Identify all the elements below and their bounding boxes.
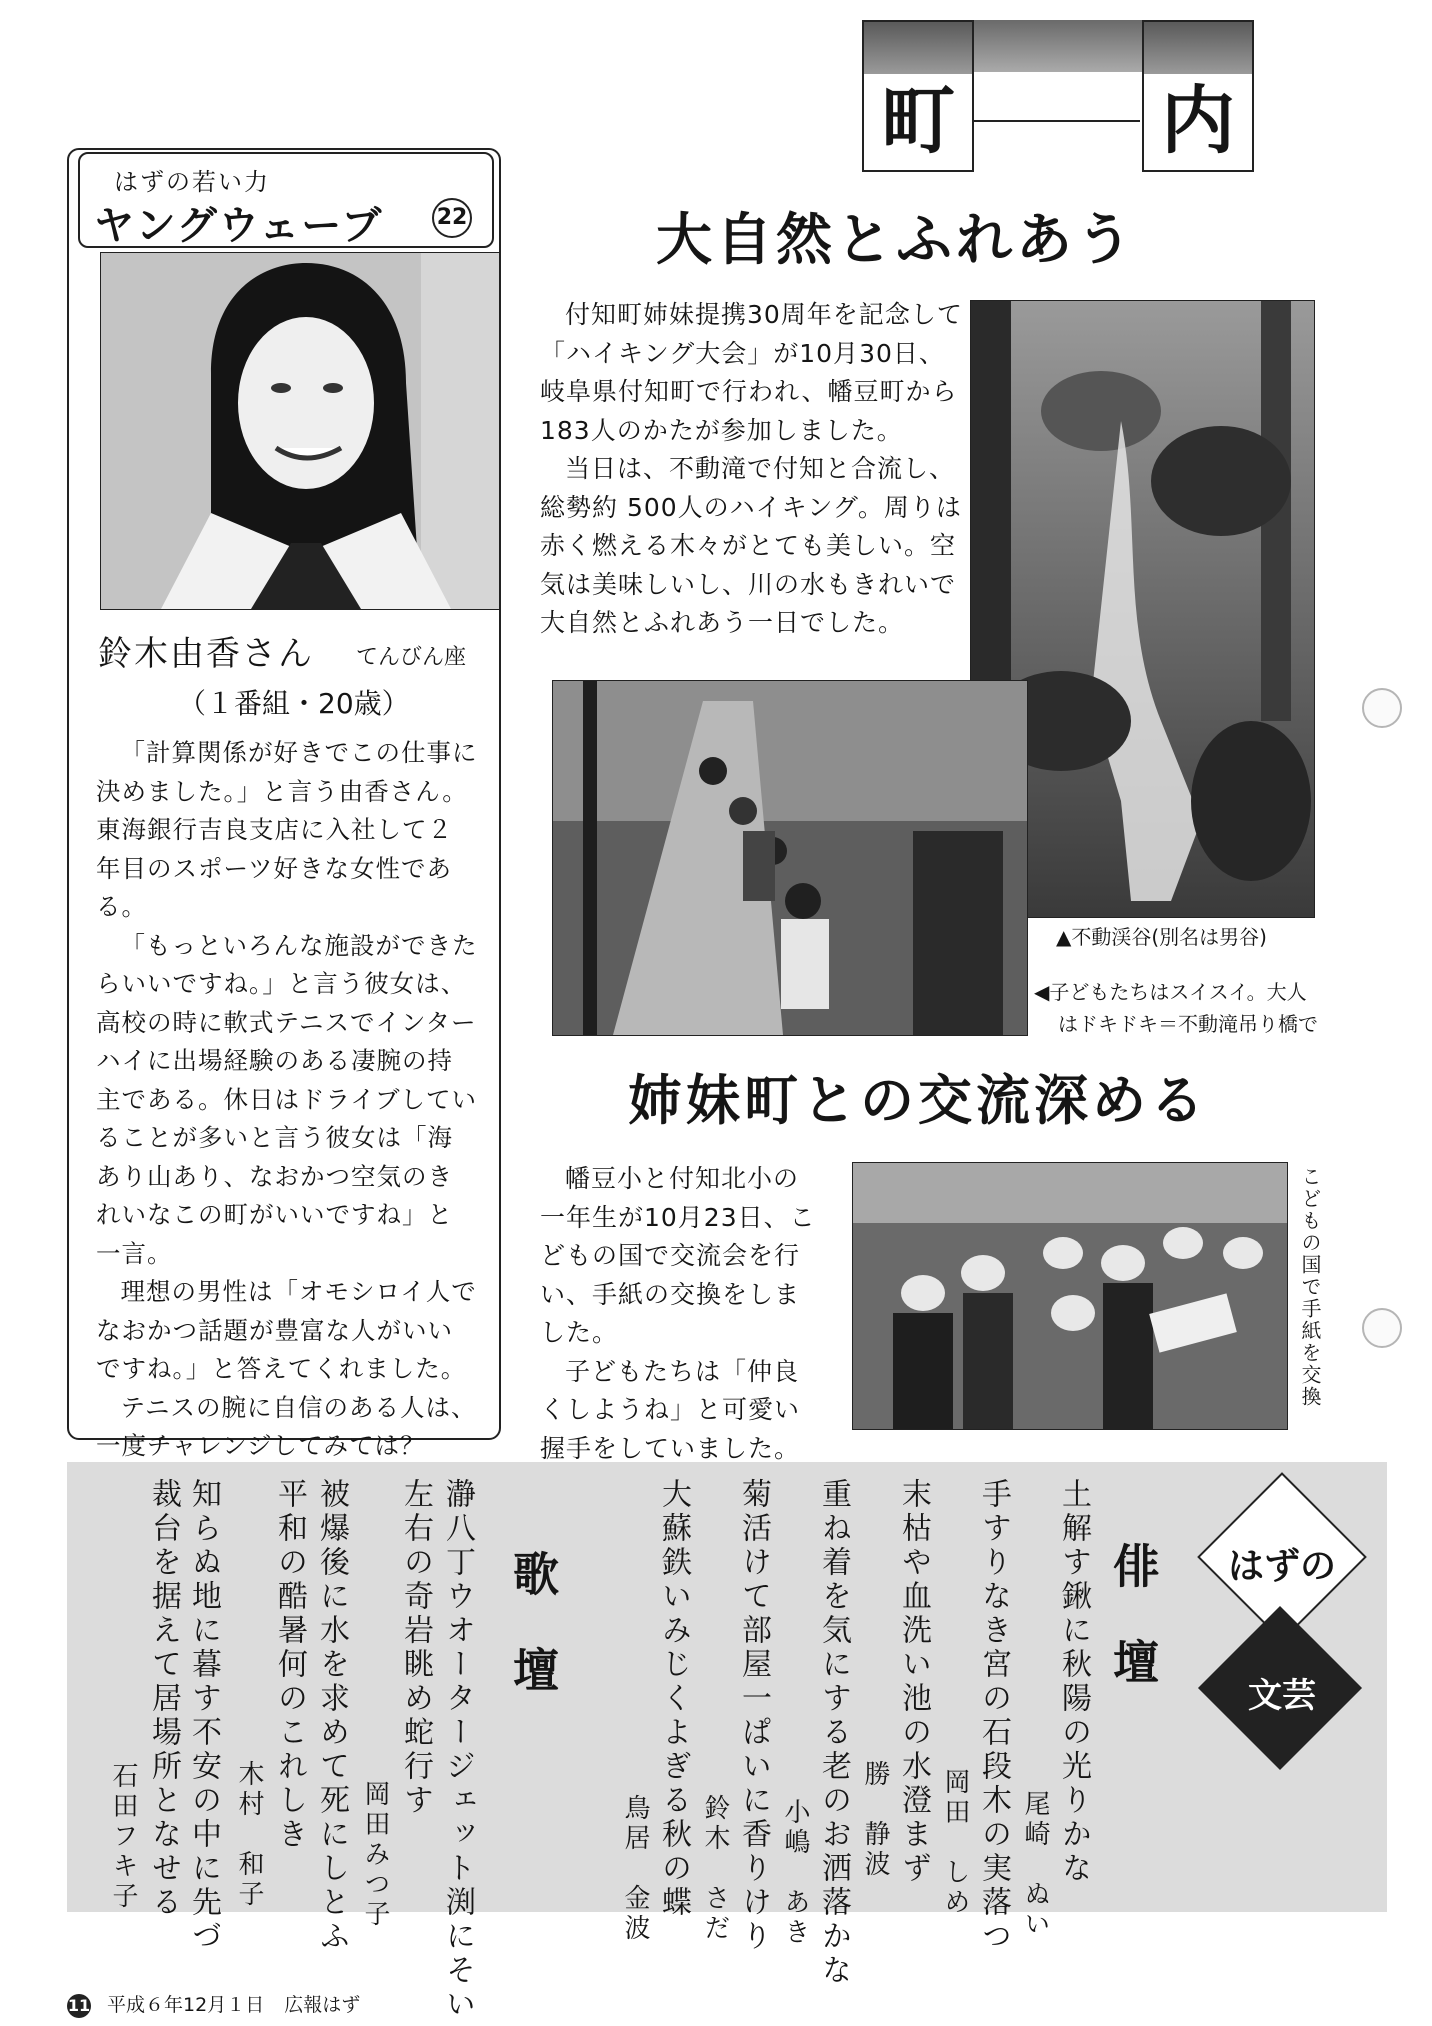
haiku-1-text: 土解す鍬に秋陽の光りかな xyxy=(1056,1478,1091,1886)
haiku-1-author: 尾崎 ぬい xyxy=(1020,1790,1050,1940)
letter-exchange-photo xyxy=(852,1162,1288,1430)
profile-paragraph-2: 「もっといろんな施設ができたらいいですね。」と言う彼女は、高校の時に軟式テニスでインターハイに出場経験のある凄腕の持主である。休日はドライブしていることが多いと言う彼女は「海あり山あり、なおかつ空気のきれいなこの町がいいですね」と一言。 xyxy=(96,930,478,1268)
tanka-2-line2: 平和の酷暑何のこれしき xyxy=(272,1478,307,1852)
waterfall-caption: ▲不動渓谷(別名は男谷) xyxy=(1056,925,1267,949)
haiku-6-text: 大蘇鉄いみじくよぎる秋の蝶 xyxy=(656,1478,691,1920)
portrait-photo xyxy=(100,252,500,610)
young-wave-title-tab xyxy=(78,152,494,248)
profile-title: ヤングウェーブ xyxy=(94,203,384,249)
binder-hole-top xyxy=(1362,688,1402,728)
article1-paragraph-2: 当日は、不動滝で付知と合流し、総勢約 500人のハイキング。周りは赤く燃える木々がとても美しい。空気は美味しいし、川の水もきれいで大自然とふれあう一日でした。 xyxy=(540,454,962,637)
profile-paragraph-4: テニスの腕に自信のある人は、一度チャレンジしてみては？ xyxy=(96,1392,477,1460)
header-tab-town-label: 町 xyxy=(881,78,955,164)
article1-headline: 大自然とふれあう xyxy=(656,208,1136,273)
article2-paragraph-1: 幡豆小と付知北小の一年生が10月23日、こどもの国で交流会を行い、手紙の交換をしました。 xyxy=(540,1164,816,1347)
article2-body xyxy=(540,1160,824,1468)
tanka-3-author: 石田フキ子 xyxy=(108,1762,138,1912)
header-tab-inside xyxy=(1142,20,1254,172)
haiku-3-author: 勝 静波 xyxy=(860,1760,890,1880)
tanka-1-line2: 左右の奇岩眺め蛇行す xyxy=(398,1478,433,1818)
haidan-heading: 俳壇 xyxy=(1106,1542,1160,1734)
haiku-4-author: 小嶋 あき xyxy=(780,1798,810,1948)
bridge-caption-line1: ◀子どもたちはスイスイ。大人 xyxy=(1034,980,1307,1004)
page-number: 11 xyxy=(67,1994,91,2018)
binder-hole-bottom xyxy=(1362,1308,1402,1348)
badge-label-top: はずの xyxy=(1227,1546,1336,1587)
article1-paragraph-1: 付知町姉妹提携30周年を記念して「ハイキング大会」が10月30日、岐阜県付知町で行われ、幡豆町から 183人のかたが参加しました。 xyxy=(540,300,963,445)
profile-body xyxy=(96,734,478,1466)
article2-headline: 姉妹町との交流深める xyxy=(628,1069,1208,1132)
article1-body xyxy=(540,296,970,643)
haiku-3-text: 末枯や血洗い池の水澄まず xyxy=(896,1478,931,1886)
tanka-2-author: 木村 和子 xyxy=(234,1760,264,1910)
tanka-1-line1: 瀞八丁ウオータージェット渕にそい xyxy=(440,1478,475,2022)
haiku-4-text: 重ね着を気にする老のお洒落かな xyxy=(816,1478,851,1988)
profile-number-badge: 22 xyxy=(432,198,472,238)
profile-name: 鈴木由香さん xyxy=(98,634,314,674)
header-divider xyxy=(972,120,1140,170)
header-tab-inside-label: 内 xyxy=(1161,78,1235,164)
haiku-6-author: 鳥居 金波 xyxy=(620,1794,650,1944)
haiku-2-text: 手すりなき宮の石段木の実落つ xyxy=(976,1478,1011,1954)
profile-details: （１番組・20歳） xyxy=(178,687,410,720)
profile-subtitle: はずの若い力 xyxy=(114,168,270,196)
tanka-3-line2: 裁台を据えて居場所となせる xyxy=(146,1478,181,1920)
article2-paragraph-2: 子どもたちは「仲良くしようね」と可愛い握手をしていました。 xyxy=(540,1356,801,1463)
tanka-1-author: 岡田みつ子 xyxy=(360,1780,390,1930)
page-footer xyxy=(67,1990,360,2018)
kadan-heading: 歌壇 xyxy=(506,1550,560,1742)
haiku-2-author: 岡田 しめ xyxy=(940,1768,970,1918)
profile-paragraph-1: 「計算関係が好きでこの仕事に決めました。」と言う由香さん。東海銀行吉良支店に入社して２年目のスポーツ好きな女性である。 xyxy=(96,738,478,921)
footer-publication: 広報はず xyxy=(284,1994,361,2016)
tanka-3-line1: 知らぬ地に暮す不安の中に先づ xyxy=(186,1478,221,1954)
footer-date: 平成６年12月１日 xyxy=(107,1994,265,2016)
profile-paragraph-3: 理想の男性は「オモシロイ人でなおかつ話題が豊富な人がいいですね。」と答えてくれました。 xyxy=(96,1277,477,1383)
header-tab-town xyxy=(862,20,974,172)
haiku-5-author: 鈴木 さだ xyxy=(700,1794,730,1944)
letter-exchange-caption: こどもの国で手紙を交換 xyxy=(1298,1166,1322,1408)
profile-zodiac-sign: てんびん座 xyxy=(356,645,467,670)
suspension-bridge-photo xyxy=(552,680,1028,1036)
bridge-caption-line2: はドキドキ＝不動滝吊り橋で xyxy=(1058,1012,1318,1036)
badge-label-bottom: 文芸 xyxy=(1248,1676,1316,1716)
haiku-5-text: 菊活けて部屋一ぱいに香りけり xyxy=(736,1478,771,1954)
tanka-2-line1: 被爆後に水を求めて死にしとふ xyxy=(314,1478,349,1954)
